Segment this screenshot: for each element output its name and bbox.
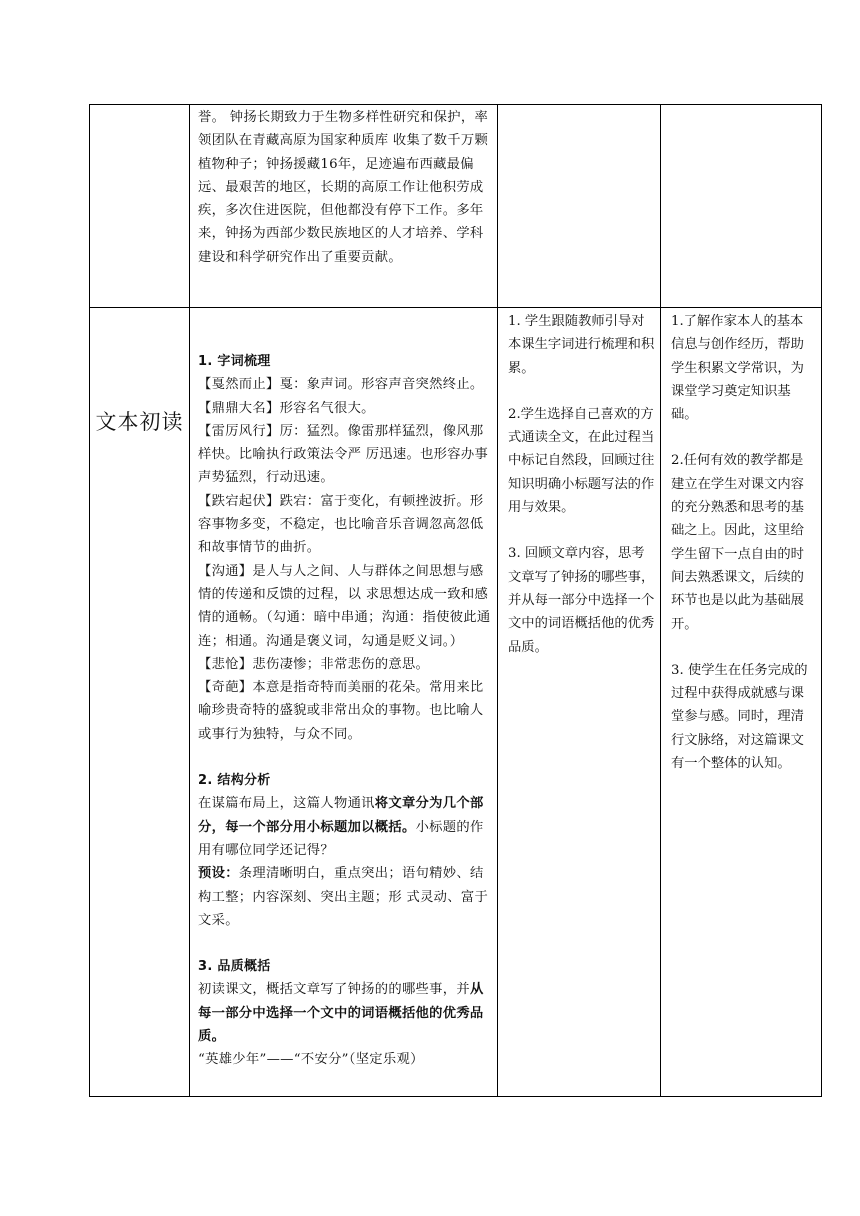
vocab-item: 【鼎鼎大名】形容名气很大。 bbox=[198, 400, 375, 416]
design-intent-item: 2.任何有效的教学都是建立在学生对课文内容的充分熟悉和思考的基础之上。因此，这里给学生留下一点自由的时间去熟悉课文，后续的环节也是以此为基础展开。 bbox=[671, 453, 804, 632]
design-intent-item: 3. 使学生在任务完成的过程中获得成就感与课堂参与感。同时，理清行文脉络，对这篇课文有一个整体的认知。 bbox=[671, 662, 808, 772]
student-activity-item: 1. 学生跟随教师引导对本课生字词进行梳理和积累。 bbox=[508, 314, 655, 376]
row1-label-cell bbox=[90, 105, 190, 308]
vocab-item: 【沟通】是人与人之间、人与群体之间思想与感情的传递和反馈的过程，以 求思想达成一致和感情的通畅。（勾通：暗中串通；沟通：指使彼此通连；相通。沟通是褒义词，勾通是贬义词。） bbox=[198, 563, 491, 649]
vocab-heading: 1. 字词梳理 bbox=[198, 354, 271, 369]
row1-student-cell bbox=[498, 105, 661, 308]
row1-intent-cell bbox=[661, 105, 822, 308]
vocab-item: 【雷厉风行】厉：猛烈。像雷那样猛烈，像风那样快。比喻执行政策法令严 厉迅速。也形容办事声势猛烈，行动迅速。 bbox=[198, 423, 489, 486]
author-bio-text: 誉。 钟扬长期致力于生物多样性研究和保护，率领团队在青藏高原为国家种质库 收集了数千万颗植物种子；钟扬援藏16年，足迹遍布西藏最偏远、最艰苦的地区，长期的高原工作让他积劳成疾，多次住进医院，但他都没有停下工作。多年 来，钟扬为西部少数民族地区的人才培养、学科建设和科学研究作出了重要贡献。 bbox=[198, 110, 489, 265]
preset-text: 预设：条理清晰明白，重点突出；语句精妙、结构工整；内容深刻、突出主题；形 式灵动、富于文采。 bbox=[198, 866, 489, 928]
design-intent-cell bbox=[661, 308, 822, 1097]
quality-text: 初读课文，概括文章写了钟扬的的哪些事，并从每一部分中选择一个文中的词语概括他的优秀品质。 bbox=[198, 982, 484, 1045]
table-row-intro bbox=[90, 105, 822, 308]
section-label: 文本初读 bbox=[95, 410, 184, 434]
table-row-first-reading bbox=[90, 308, 822, 1097]
structure-text: 在谋篇布局上，这篇人物通讯将文章分为几个部分，每一个部分用小标题加以概括。小标题的作用有哪位同学还记得？ bbox=[198, 796, 484, 858]
vocab-item: 【跌宕起伏】跌宕：富于变化，有顿挫波折。形容事物多变，不稳定，也比喻音乐音调忽高忽低和故事情节的曲折。 bbox=[198, 493, 484, 556]
vocab-item: 【戛然而止】戛：象声词。形容声音突然终止。 bbox=[198, 377, 484, 393]
student-activity-cell bbox=[498, 308, 661, 1097]
student-activity-item: 3. 回顾文章内容，思考文章写了钟扬的哪些事，并从每一部分中选择一个文中的词语概括他的优秀品质。 bbox=[508, 546, 655, 655]
teacher-activity-cell bbox=[190, 308, 498, 1097]
row1-content-cell bbox=[190, 105, 498, 308]
vocab-item: 【奇葩】本意是指奇特而美丽的花朵。常用来比喻珍贵奇特的盛貌或非常出众的事物。也比喻人或事行为独特，与众不同。 bbox=[198, 680, 484, 742]
design-intent-item: 1.了解作家本人的基本信息与创作经历，帮助学生积累文学常识，为课堂学习奠定知识基础。 bbox=[671, 314, 804, 423]
student-activity-item: 2.学生选择自己喜欢的方式通读全文，在此过程当中标记自然段，回顾过往知识明确小标题写法的作用与效果。 bbox=[508, 406, 655, 516]
lesson-plan-table bbox=[89, 104, 822, 1097]
quality-heading: 3. 品质概括 bbox=[198, 959, 271, 975]
quality-example: “英雄少年”——“不安分”（坚定乐观） bbox=[198, 1052, 424, 1068]
vocab-item: 【悲怆】悲伤凄惨；非常悲伤的意思。 bbox=[198, 656, 430, 672]
section-label-cell bbox=[90, 308, 190, 1097]
structure-heading: 2. 结构分析 bbox=[198, 773, 271, 789]
